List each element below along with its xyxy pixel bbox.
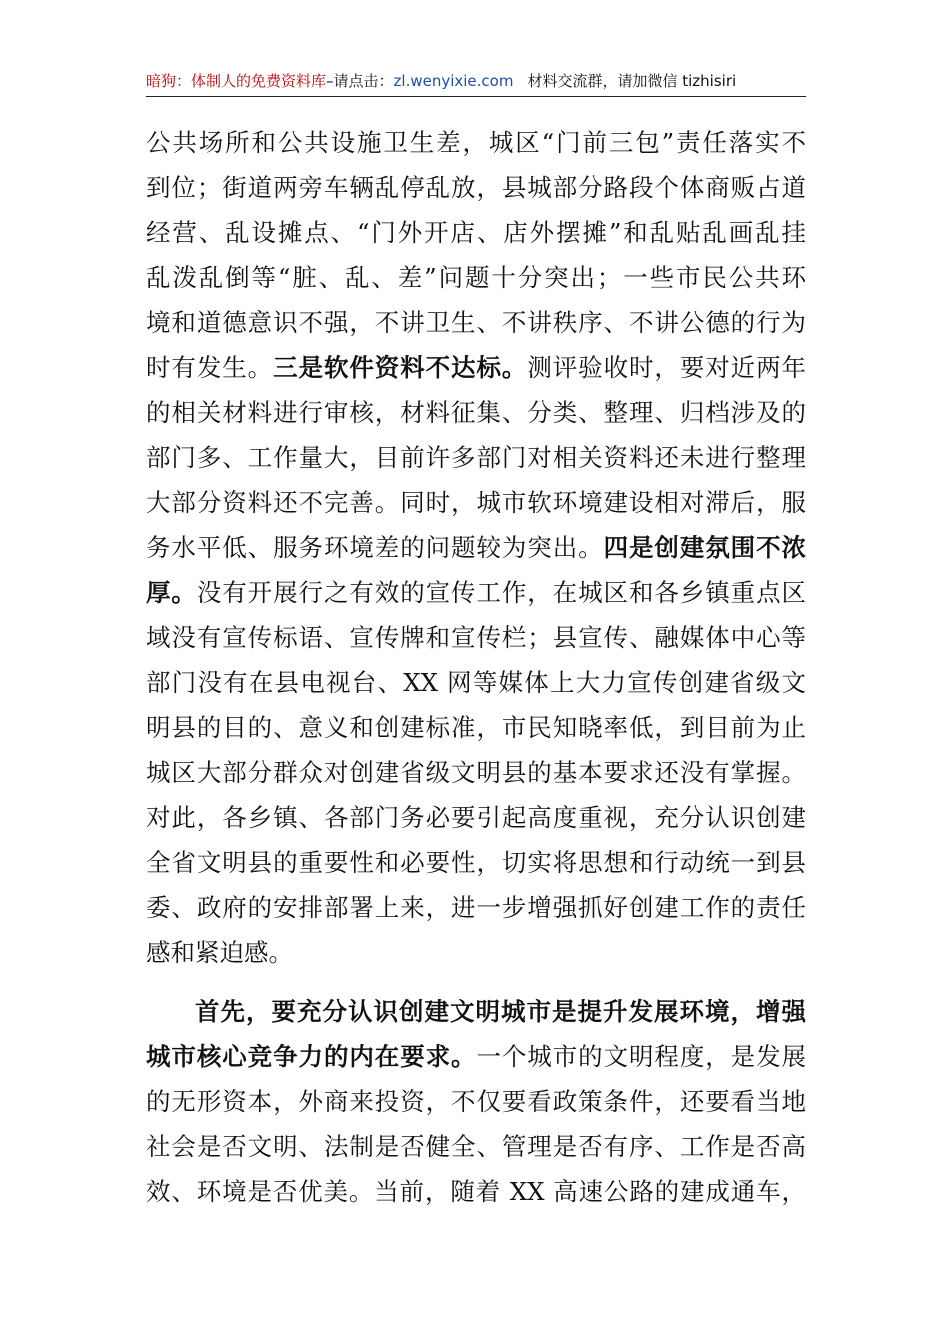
header-url-link[interactable]: zl.wenyixie.com — [393, 72, 514, 90]
text-line — [146, 1034, 806, 1079]
text-line — [146, 345, 806, 390]
bold-heading-four: 四是创建氛围不浓 — [603, 533, 806, 562]
text-run: 测评验收时，要对近两年 — [527, 353, 806, 382]
text-line: 对此，各乡镇、各部门务必要引起高度重视，充分认识创建 — [146, 803, 806, 832]
text-line: 境和道德意识不强，不讲卫生、不讲秩序、不讲公德的行为 — [146, 308, 806, 337]
text-line: 大部分资料还不完善。同时，城市软环境建设相对滞后，服 — [146, 488, 806, 517]
text-line — [146, 525, 806, 570]
text-line: 部门多、工作量大，目前许多部门对相关资料还未进行整理 — [146, 443, 806, 472]
text-line: 公共场所和公共设施卫生差，城区“门前三包”责任落实不 — [146, 128, 806, 157]
bold-heading-four-end: 厚。 — [146, 578, 197, 607]
text-line: 委、政府的安排部署上来，进一步增强抓好创建工作的责任 — [146, 893, 806, 922]
page-header — [146, 70, 806, 97]
text-run: 时有发生。 — [146, 353, 274, 382]
bold-heading-first: 首先，要充分认识创建文明城市是提升发展环境，增强 — [195, 997, 806, 1026]
text-line: 明县的目的、意义和创建标准，市民知晓率低，到目前为止 — [146, 713, 806, 742]
document-body — [146, 120, 806, 1214]
header-site-name: 暗狗：体制人的免费资料库 — [146, 72, 327, 90]
header-group-text: 材料交流群，请加微信 tizhisiri — [527, 72, 737, 90]
text-line: 经营、乱设摊点、“门外开店、店外摆摊”和乱贴乱画乱挂 — [146, 218, 806, 247]
text-line: 城区大部分群众对创建省级文明县的基本要求还没有掌握。 — [146, 758, 806, 787]
text-line: 部门没有在县电视台、XX 网等媒体上大力宣传创建省级文 — [146, 668, 806, 697]
text-line: 全省文明县的重要性和必要性，切实将思想和行动统一到县 — [146, 848, 806, 877]
text-line: 社会是否文明、法制是否健全、管理是否有序、工作是否高 — [146, 1132, 806, 1161]
text-line: 乱泼乱倒等“脏、乱、差”问题十分突出；一些市民公共环 — [146, 263, 806, 292]
text-line — [146, 570, 806, 615]
text-line: 感和紧迫感。 — [146, 938, 293, 967]
paragraph-2 — [146, 989, 806, 1214]
text-line: 的相关材料进行审核，材料征集、分类、整理、归档涉及的 — [146, 398, 806, 427]
text-line-bold — [146, 989, 806, 1034]
text-line: 的无形资本，外商来投资，不仅要看政策条件，还要看当地 — [146, 1087, 806, 1116]
paragraph-spacer — [146, 975, 806, 989]
text-run: 没有开展行之有效的宣传工作，在城区和各乡镇重点区 — [196, 578, 806, 607]
text-line: 效、环境是否优美。当前，随着 XX 高速公路的建成通车， — [146, 1177, 806, 1206]
paragraph-1 — [146, 120, 806, 975]
bold-heading-three: 三是软件资料不达标。 — [273, 353, 528, 382]
text-run: 一个城市的文明程度，是发展 — [476, 1042, 806, 1071]
text-line: 到位；街道两旁车辆乱停乱放，县城部分路段个体商贩占道 — [146, 173, 806, 202]
text-line: 域没有宣传标语、宣传牌和宣传栏；县宣传、融媒体中心等 — [146, 623, 806, 652]
bold-heading-first-end: 城市核心竞争力的内在要求。 — [146, 1042, 477, 1071]
header-click-text: –请点击： — [326, 72, 394, 90]
text-run: 务水平低、服务环境差的问题较为突出。 — [146, 533, 604, 562]
